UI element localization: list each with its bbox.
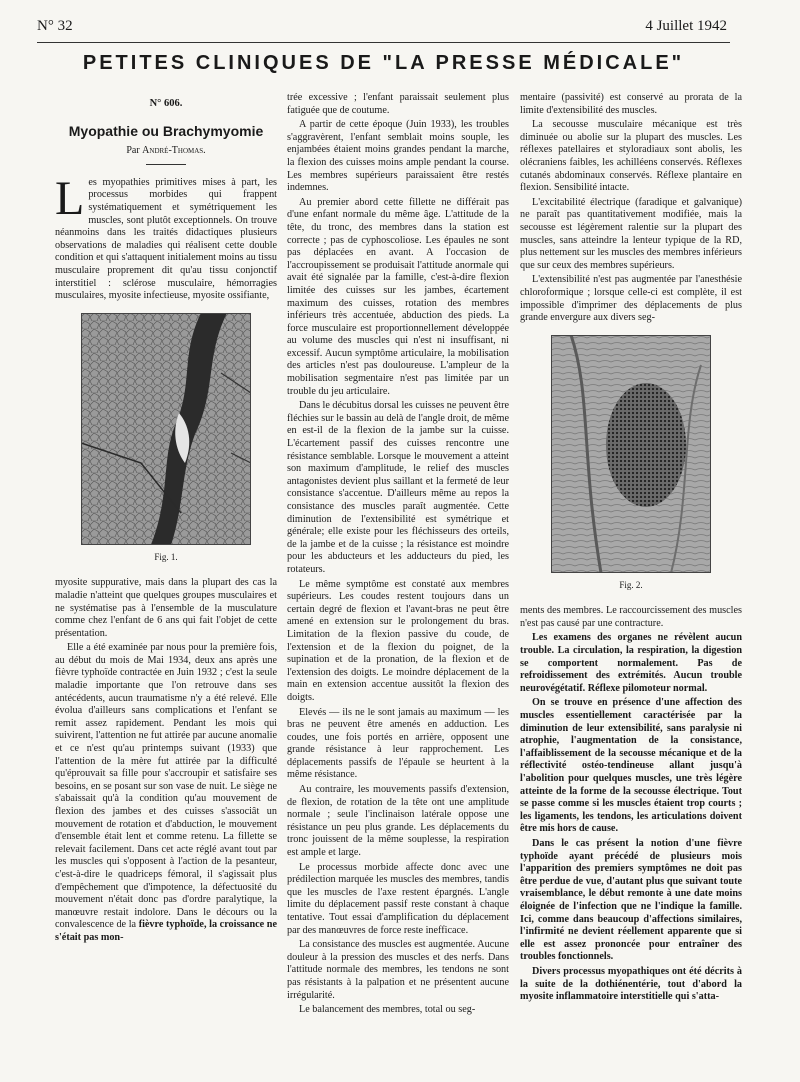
- column-1: [55, 92, 277, 947]
- col1-paragraph-1: myosite suppurative, mais dans la plupart des cas la maladie n'atteint que quelques groupes musculaires et ne systématise pas à l'ensemble de la musculature comme chez l'enfant de 6 ans qui fait l'objet de cette présentation.: [55, 577, 277, 639]
- figure-2-micrograph: [551, 335, 711, 573]
- col2-paragraph-1: trée excessive ; l'enfant paraissait seulement plus fatiguée que de coutume.: [287, 92, 509, 116]
- col1-paragraph-2-bold: fièvre typhoïde, la croissance ne s'était pas mon-: [55, 919, 277, 943]
- col3-paragraph-6: Les examens des organes ne révèlent aucun trouble. La circulation, la respiration, la digestion se comportent normalement. Pas de refroidissement des extrémités. Aucun trouble neurovégétatif. Réflexe pilomoteur normal.: [520, 632, 742, 694]
- masthead: PETITES CLINIQUES DE "LA PRESSE MÉDICALE": [82, 52, 685, 74]
- author: André-Thomas.: [142, 145, 206, 157]
- col2-paragraph-2: A partir de cette époque (Juin 1933), les troubles s'aggravèrent, l'enfant semblait moins souple, les enjambées étaient moins grandes pendant la marche, la flexion des cuisses moins ample pendant la course. Les membres supérieurs paraissaient être restés indemnes.: [287, 119, 509, 194]
- col2-paragraph-5: Le même symptôme est constaté aux membres supérieurs. Les coudes restent toujours dans un certain degré de flexion et l'avant-bras ne peut être amené en extension sur le prolongement du bras. Limitation de la flexion passive du coude, de l'extension et de la flexion du poignet, de la supination et de la pronation, de la flexion et de l'extension des doigts. Le moindre déplacement de la main en extension accentue aussitôt la flexion des doigts.: [287, 578, 509, 703]
- col2-paragraph-3: Au premier abord cette fillette ne différait pas d'une enfant normale du même âge. L'attitude de la tête, du tronc, des membres dans la station est correcte ; pas de cyphoscoliose. Les épaules ne sont pas déplacées en avant. A l'occasion de l'accroupissement se produisait l'attitude anormale qui avait été signalée par la famille, c'est-à-dire flexion limitée des cuisses sur les jambes, écartement maximum des cuisses, rotation des membres inférieurs très accentuée, abduction des pieds. La force musculaire est proportionnellement développée au volume des muscles qui n'est ni insuffisant, ni excessif. Aucun symptôme articulaire, la mobilisation des articles n'est pas douloureuse. L'ampleur de la mobilisation segmentaire n'est pas limitée par un trouble du jeu articulaire.: [287, 196, 509, 397]
- figure-2-caption: Fig. 2.: [619, 579, 643, 590]
- issue-date: 4 Juillet 1942: [645, 18, 727, 34]
- col3-paragraph-2: La secousse musculaire mécanique est très diminuée ou abolie sur la plupart des muscles. Les réflexes patellaires et styloradiaux sont abolis, les olécraniens faibles, les achilléens conservés. Réflexes cutanés abdominaux conservés. Réflexe plantaire en flexion. Sensibilité intacte.: [520, 119, 742, 194]
- intro-paragraph: [55, 171, 277, 303]
- col3-paragraph-9: Divers processus myopathiques ont été décrits à la suite de la dothiénentérie, tout d'abord la myosite inflammatoire interstitielle qui s'atta-: [520, 965, 742, 1003]
- col2-paragraph-10: Le balancement des membres, total ou seg-: [299, 1004, 476, 1016]
- col3-paragraph-8: Dans le cas présent la notion d'une fièvre typhoïde ayant précédé de plusieurs mois l'apparition des premiers symptômes ne doit pas être perdue de vue, d'autant plus que suivant toute vraisemblance, le début remonte à une date moins éloignée de l'infection que ne l'indique la famille. Ici, comme dans beaucoup d'affections similaires, l'infirmité ne devient réellement apparente que si elle est assez prononcée pour entraîner des troubles fonctionnels.: [520, 837, 742, 963]
- byline: [55, 145, 277, 158]
- col3-paragraph-4: L'extensibilité n'est pas augmentée par l'anesthésie chloroformique ; lorsque celle-ci est complète, il est impossible d'imprimer des déplacements de plus grande envergure aux divers seg-: [520, 274, 742, 324]
- issue-number: N° 32: [37, 18, 73, 34]
- col3-paragraph-7: On se trouve en présence d'une affection des muscles essentiellement caractérisée par la diminution de leur extensibilité, sans paralysie ni atrophie, l'augmentation de la consistance, l'affaiblissement de la secousse mécanique et de la réflectivité ostéo-tendineuse allant jusqu'à l'abolition pour quelques muscles, une très légère atteinte de la forme de la secousse électrique. Tout se passe comme si les muscles étaient trop courts ; les ligaments, les tendons, les articulations doivent être mis hors de cause.: [520, 697, 742, 835]
- col3-paragraph-1: mentaire (passivité) est conservé au prorata de la limite d'extensibilité des muscles.: [520, 92, 742, 116]
- col2-paragraph-4: Dans le décubitus dorsal les cuisses ne peuvent être fléchies sur le bassin au delà de l'angle droit, de même en est-il de la flexion de la jambe sur la cuisse. L'écartement passif des cuisses rencontre une résistance semblable. Lorsque le mouvement a atteint son maximum d'amplitude, le relief des muscles antagonistes devient plus saillant et la fermeté de leur consistance s'accentue. D'ailleurs même au repos la consistance des muscles paraît augmentée. Cette diminution de l'extensibilité est symétrique et générale; elle existe pour les fléchisseurs des orteils, de la jambe et de la cuisse ; la résistance est moindre pour les abducteurs et les adducteurs du pied, les rotateurs.: [287, 400, 509, 575]
- col2-paragraph-6: Elevés — ils ne le sont jamais au maximum — les bras ne peuvent être amenés en adduction. Les coudes, une fois portés en arrière, opposent une grande résistance à leur rapprochement. Les déplacements passifs de l'épaule se heurtent à la même résistance.: [287, 706, 509, 781]
- col3-paragraph-3: L'excitabilité électrique (faradique et galvanique) ne paraît pas quantitativement modifiée, mais la secousse est légèrement ralentie sur la plupart des muscles, sans atteindre la lenteur typique de la RD, plus nettement sur les muscles des membres inférieurs que sur ceux des membres supérieurs.: [520, 196, 742, 271]
- article-title: Myopathie ou Brachymyomie: [68, 122, 264, 139]
- column-3: [520, 92, 742, 1006]
- figure-1-caption: Fig. 1.: [154, 551, 178, 562]
- col1-paragraph-2: [55, 642, 277, 944]
- title-rule: [146, 164, 186, 165]
- col1-paragraph-2-text: Elle a été examinée par nous pour la première fois, au début du mois de Mai 1934, deux ans après une fièvre typhoïde contractée en Juin 1932 ; c'est la seule maladie importante que l'on retrouve dans ses antécédents, aucun traumatisme n'y a été relevé. Elle évolua d'ailleurs sans complications et l'enfant se remit assez rapidement. Pendant les mois qui suivirent, l'attention ne fut attirée par aucune anomalie et ce n'est qu'au printemps suivant (1933) que l'attention de la mère fut attirée par la difficulté qu'éprouvait sa fille pour s'accroupir et satisfaire ses besoins, en se posant sur son vase de nuit. Le siège ne s'abaissait qu'à la condition qu'au mouvement de flexion des jambes et des cuisses s'associât un mouvement de rotation et d'abduction, le mouvement d'ensemble était lent et comme retenu. La fillette se relevait facilement. Dans cet acte réglé avant tout par les muscles qui s'opposent à l'action de la pesanteur, c'est-à-dire le quadriceps fémoral, il s'agissait plus d'empêchement que d'impotence, la défectuosité du mouvement n'était donc pas d'ordre paralytique, la manœuvre restait indolore. Dans le décours ou la convalescence de la: [55, 642, 277, 931]
- header-rule: [37, 42, 730, 43]
- article-number: N° 606.: [149, 98, 183, 109]
- column-2: [287, 92, 509, 1019]
- col2-paragraph-9: La consistance des muscles est augmentée. Aucune douleur à la pression des muscles et des nerfs. Dans l'attitude normale des membres, les tendons ne sont pas résistants à la palpation et ne présentent aucune irrégularité.: [287, 939, 509, 1001]
- intro-text: es myopathies primitives mises à part, les processus morbides qui frappent systématiquement et symétriquement les muscles, sont plutôt exceptionnels. On trouve néanmoins dans les traités didactiques plusieurs observations de maladies qui réalisent cette double condition et qui s'attaquent initialement moins au tissu musculaire proprement dit qu'au tissu conjonctif interstitiel : sclérose musculaire, hémorragies musculaires, myosite infectieuse, myosite ossifiante,: [55, 176, 277, 302]
- figure-1-micrograph: [81, 313, 251, 545]
- byline-prefix: Par: [126, 145, 140, 157]
- col2-paragraph-7: Au contraire, les mouvements passifs d'extension, de flexion, de rotation de la tête ont une amplitude normale ; seule l'inclinaison latérale oppose une résistance un peu plus grande. Les déplacements du tronc jouissent de la même souplesse, la respiration est ample et large.: [287, 784, 509, 859]
- dropcap: L: [55, 171, 85, 225]
- col2-paragraph-8: Le processus morbide affecte donc avec une prédilection marquée les muscles des membres, tandis que les muscles de l'axe restent épargnés. L'angle limite du déplacement passif reste constant à chaque tentative. Tout essai d'amplification du déplacement par des manœuvres de force reste inefficace.: [287, 861, 509, 936]
- col3-paragraph-5: ments des membres. Le raccourcissement des muscles n'est pas causé par une contracture.: [520, 605, 742, 629]
